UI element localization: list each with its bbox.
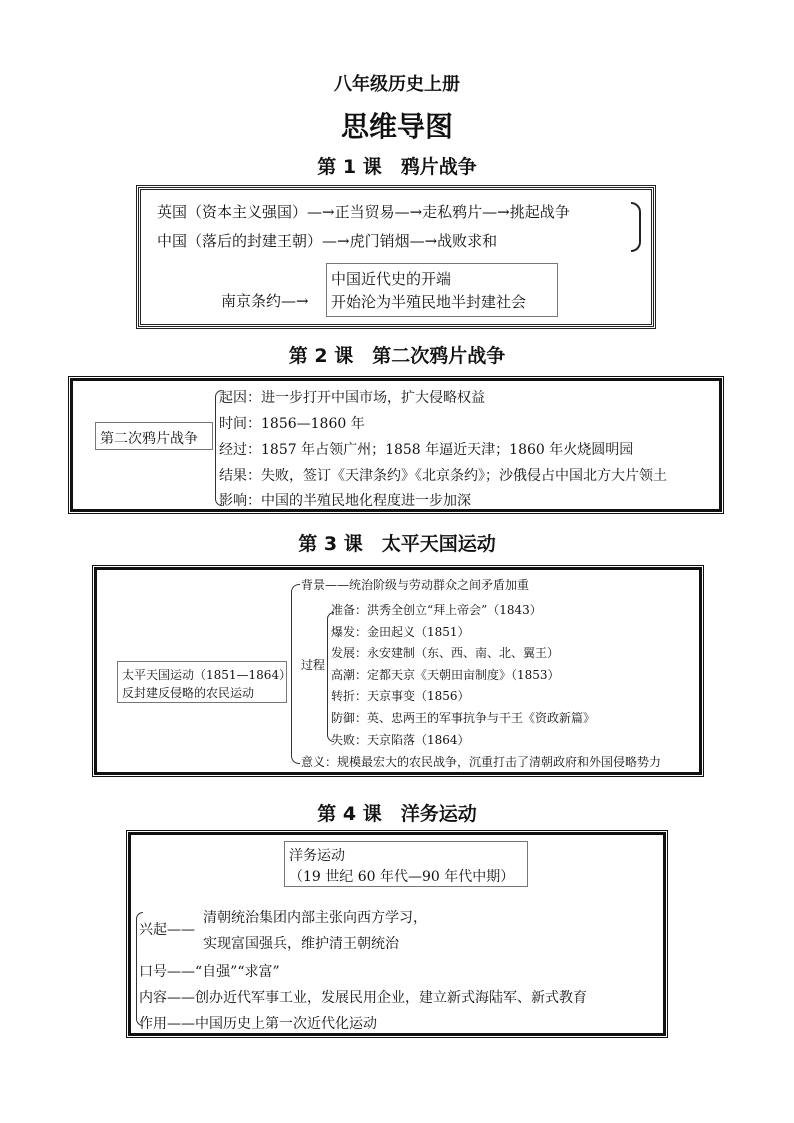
lesson3-outer-brace — [291, 584, 300, 764]
lesson2-item-result: 结果：失败，签订《天津条约》《北京条约》；沙俄侵占中国北方大片领土 — [219, 468, 667, 484]
lesson4-effect: 作用——中国历史上第一次近代化运动 — [139, 1016, 377, 1032]
lesson4-rise-label: 兴起—— — [139, 922, 195, 938]
lesson1-britain-line: 英国（资本主义强国）—→正当贸易—→走私鸦片—→挑起战争 — [157, 203, 570, 221]
lesson4-rise-line1: 清朝统治集团内部主张向西方学习， — [203, 910, 427, 926]
lesson1-heading: 第 1 课 鸦片战争 — [317, 156, 477, 178]
lesson3-heading: 第 3 课 太平天国运动 — [298, 533, 496, 555]
lesson1-treaty-label: 南京条约—→ — [221, 292, 309, 310]
lesson3-process-label: 过程 — [301, 658, 326, 672]
lesson3-process-climax: 高潮：定都天京《天朝田亩制度》（1853） — [331, 668, 560, 682]
lesson2-item-process: 经过：1857 年占领广州；1858 年逼近天津；1860 年火烧圆明园 — [219, 442, 634, 458]
lesson2-item-impact: 影响：中国的半殖民地化程度进一步加深 — [219, 493, 471, 509]
lesson4-mindmap — [128, 832, 666, 1036]
lesson4-title-line2: （19 世纪 60 年代—90 年代中期） — [289, 869, 515, 885]
lesson1-result-line1: 中国近代史的开端 — [331, 270, 452, 288]
lesson2-root-box — [95, 422, 213, 450]
lesson3-process-outbreak: 爆发：金田起义（1851） — [331, 625, 470, 639]
lesson2-root-label: 第二次鸦片战争 — [100, 431, 198, 447]
lesson1-mindmap — [138, 187, 654, 327]
lesson3-process-turning: 转折：天京事变（1856） — [331, 689, 470, 703]
lesson4-content: 内容——创办近代军事工业，发展民用企业，建立新式海陆军、新式教育 — [139, 990, 587, 1006]
lesson3-significance: 意义：规模最宏大的农民战争，沉重打击了清朝政府和外国侵略势力 — [301, 755, 662, 769]
lesson2-item-cause: 起因：进一步打开中国市场，扩大侵略权益 — [219, 390, 485, 406]
main-title: 思维导图 — [340, 110, 453, 143]
lesson3-process-defense: 防御：英、忠两王的军事抗争与干王《资政新篇》 — [331, 711, 596, 725]
lesson4-title-line1: 洋务运动 — [289, 848, 345, 864]
lesson2-item-time: 时间：1856—1860 年 — [219, 416, 365, 432]
lesson3-process-develop: 发展：永安建制（东、西、南、北、翼王） — [331, 646, 560, 660]
lesson3-process-prepare: 准备：洪秀全创立“拜上帝会”（1843） — [331, 603, 542, 617]
lesson4-rise-line2: 实现富国强兵，维护清王朝统治 — [203, 936, 399, 952]
lesson3-background: 背景——统治阶级与劳动群众之间矛盾加重 — [301, 578, 530, 592]
grade-title: 八年级历史上册 — [334, 74, 460, 95]
lesson3-root-box — [117, 661, 292, 703]
lesson3-mindmap — [94, 567, 702, 775]
lesson4-slogan: 口号——“自强”“求富” — [139, 964, 280, 980]
lesson2-heading: 第 2 课 第二次鸦片战争 — [288, 345, 506, 367]
lesson4-heading: 第 4 课 洋务运动 — [317, 803, 477, 825]
lesson1-result-box — [326, 263, 558, 317]
lesson1-right-brace — [631, 202, 641, 252]
lesson3-root-line2: 反封建反侵略的农民运动 — [122, 686, 255, 700]
lesson3-root-line1: 太平天国运动（1851—1864） — [122, 668, 292, 682]
lesson3-process-failure: 失败：天京陷落（1864） — [331, 733, 470, 747]
lesson1-china-line: 中国（落后的封建王朝）—→虎门销烟—→战败求和 — [157, 232, 498, 250]
lesson1-result-line2: 开始沦为半殖民地半封建社会 — [331, 293, 527, 311]
lesson2-mindmap — [70, 378, 722, 512]
lesson4-title-box — [284, 841, 528, 887]
